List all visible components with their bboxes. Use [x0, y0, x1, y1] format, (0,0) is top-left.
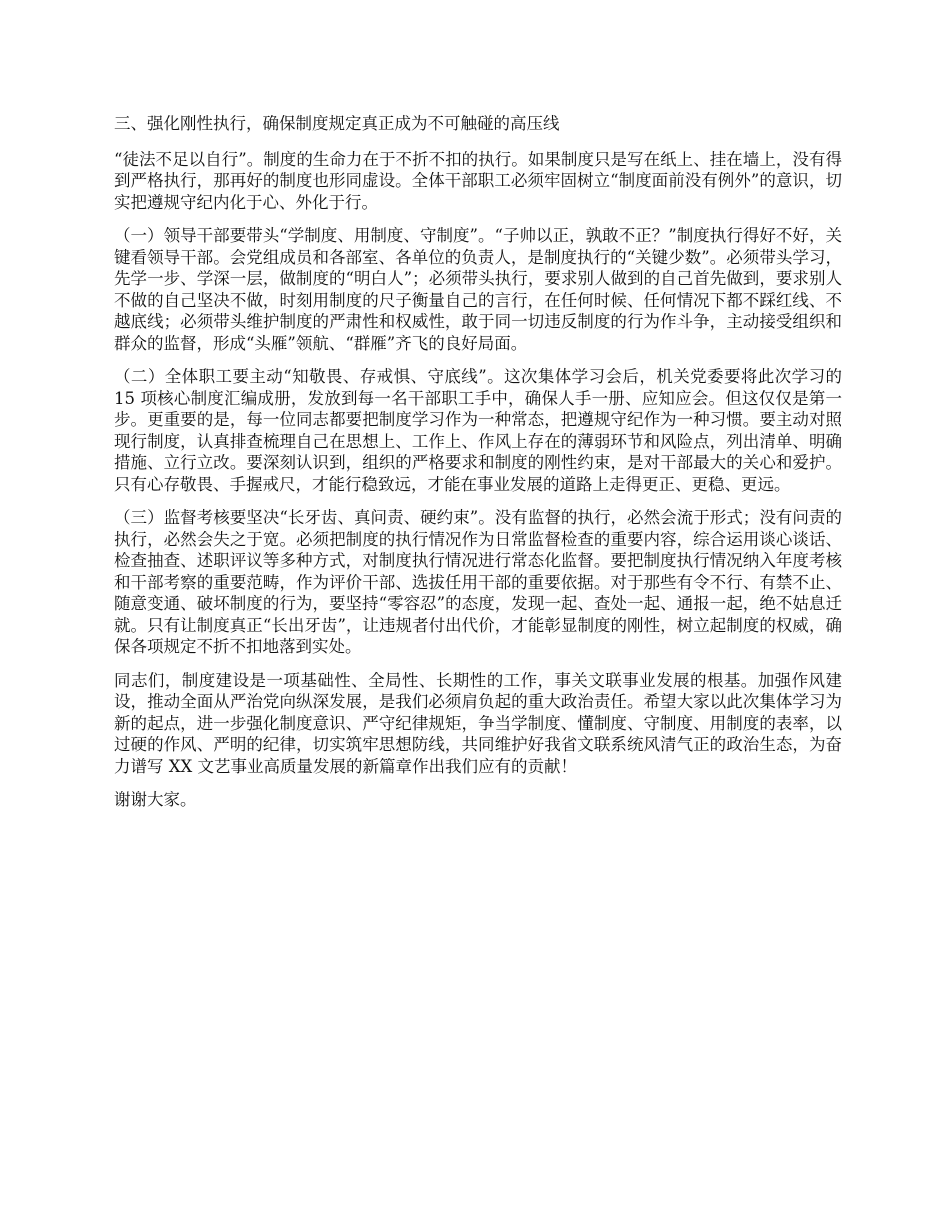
section-heading: 三、强化刚性执行，确保制度规定真正成为不可触碰的高压线	[114, 114, 560, 133]
paragraph-supervision: （三）监督考核要坚决“长牙齿、真问责、硬约束”。没有监督的执行，必然会流于形式；没有问责的执行，必然会失之于宽。必须把制度的执行情况作为日常监督检查的重要内容，综合运用谈心谈话、检查抽查、述职评议等多种方式，对制度执行情况进行常态化监督。要把制度执行情况纳入年度考核和干部考察的重要范畴，作为评价干部、选拔任用干部的重要依据。对于那些有令不行、有禁不止、随意变通、破坏制度的行为，要坚持“零容忍”的态度，发现一起、查处一起、通报一起，绝不姑息迁就。只有让制度真正“长出牙齿”，让违规者付出代价，才能彰显制度的刚性，树立起制度的权威，确保各项规定不折不扣地落到实处。	[114, 508, 842, 656]
paragraph-intro: “徒法不足以自行”。制度的生命力在于不折不扣的执行。如果制度只是写在纸上、挂在墙上，没有得到严格执行，那再好的制度也形同虚设。全体干部职工必须牢固树立“制度面前没有例外”的意识，切实把遵规守纪内化于心、外化于行。	[114, 149, 842, 212]
paragraph-leaders: （一）领导干部要带头“学制度、用制度、守制度”。“子帅以正，孰敢不正？”制度执行得好不好，关键看领导干部。会党组成员和各部室、各单位的负责人，是制度执行的“关键少数”。必须带头学习，先学一步、学深一层，做制度的“明白人”；必须带头执行，要求别人做到的自己首先做到，要求别人不做的自己坚决不做，时刻用制度的尺子衡量自己的言行，在任何时候、任何情况下都不踩红线、不越底线；必须带头维护制度的严肃性和权威性，敢于同一切违反制度的行为作斗争，主动接受组织和群众的监督，形成“头雁”领航、“群雁”齐飞的良好局面。	[114, 226, 842, 353]
paragraph-staff: （二）全体职工要主动“知敬畏、存戒惧、守底线”。这次集体学习会后，机关党委要将此次学习的 15 项核心制度汇编成册，发放到每一名干部职工手中，确保人手一册、应知应会。但这仅仅是第一步。更重要的是，每一位同志都要把制度学习作为一种常态，把遵规守纪作为一种习惯。要主动对照现行制度，认真排查梳理自己在思想上、工作上、作风上存在的薄弱环节和风险点，列出清单、明确措施、立行立改。要深刻认识到，组织的严格要求和制度的刚性约束，是对干部最大的关心和爱护。只有心存敬畏、手握戒尺，才能行稳致远，才能在事业发展的道路上走得更正、更稳、更远。	[114, 367, 842, 494]
paragraph-conclusion: 同志们，制度建设是一项基础性、全局性、长期性的工作，事关文联事业发展的根基。加强作风建设，推动全面从严治党向纵深发展，是我们必须肩负起的重大政治责任。希望大家以此次集体学习为新的起点，进一步强化制度意识、严守纪律规矩，争当学制度、懂制度、守制度、用制度的表率，以过硬的作风、严明的纪律，切实筑牢思想防线，共同维护好我省文联系统风清气正的政治生态，为奋力谱写 XX 文艺事业高质量发展的新篇章作出我们应有的贡献！	[114, 670, 842, 776]
document-body	[114, 113, 842, 823]
paragraph-thanks: 谢谢大家。	[114, 790, 197, 809]
